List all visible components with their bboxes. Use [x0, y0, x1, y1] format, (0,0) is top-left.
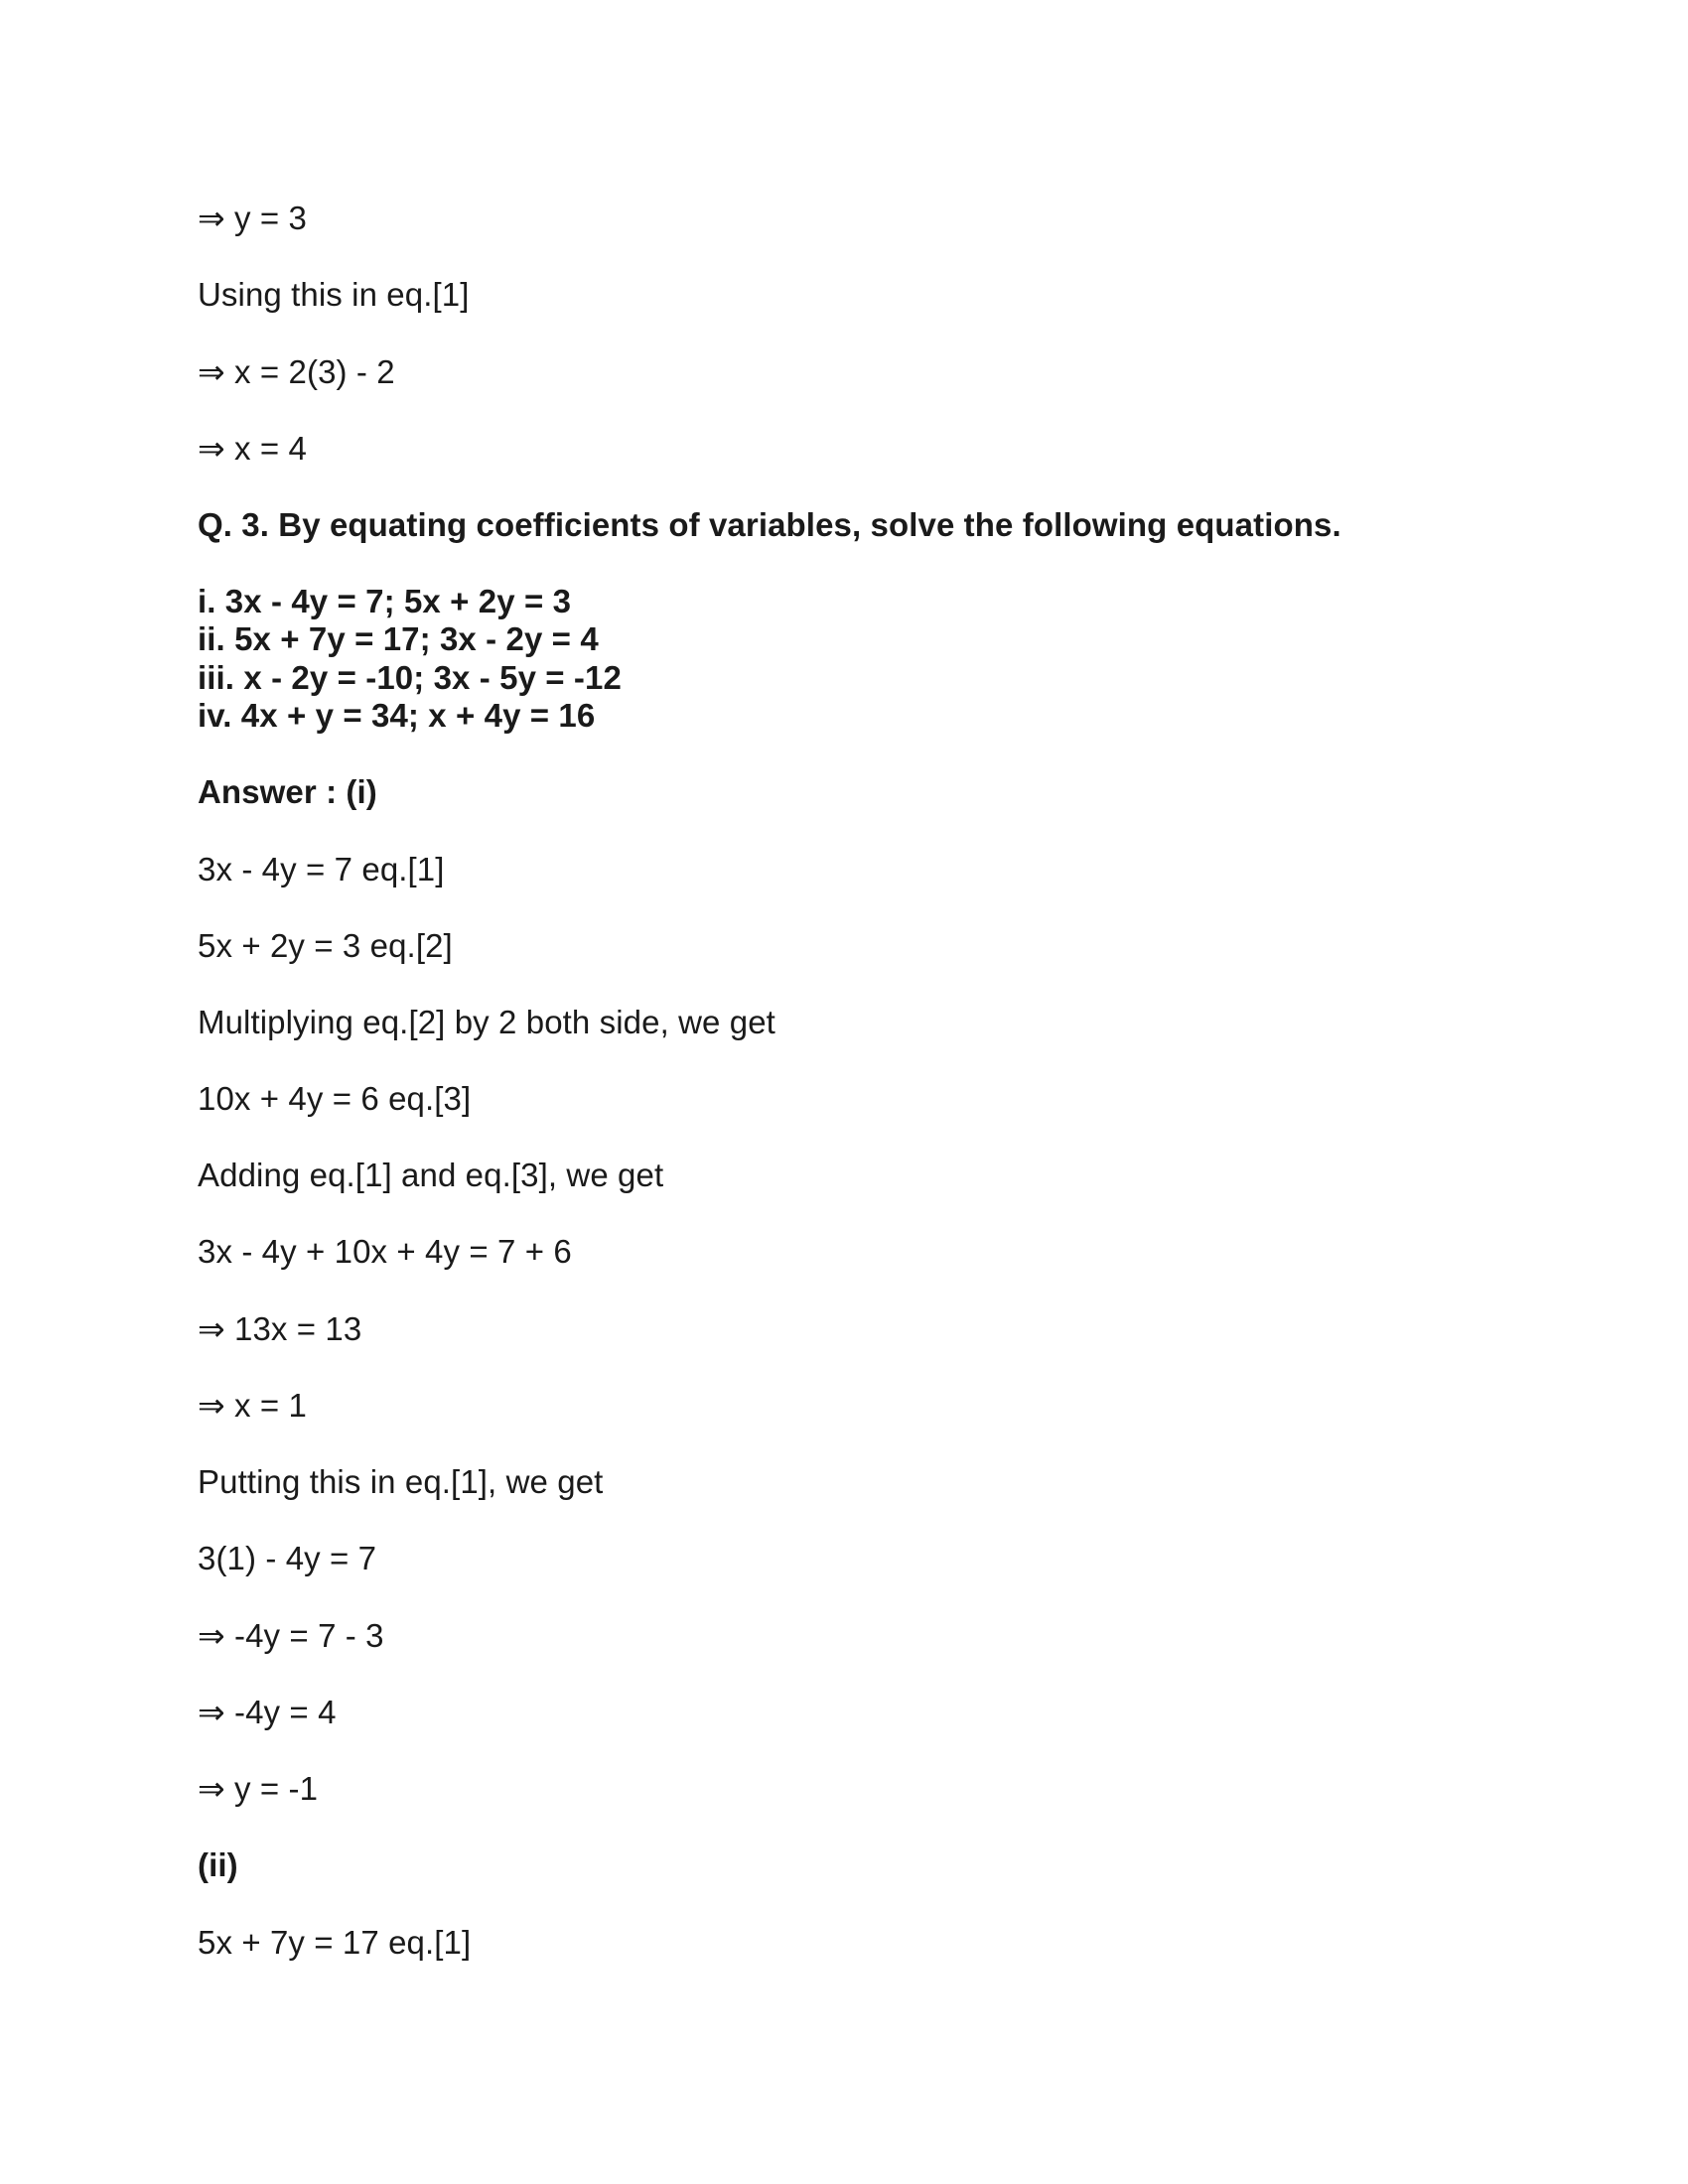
question-item-ii: ii. 5x + 7y = 17; 3x - 2y = 4: [198, 620, 599, 657]
step-y-equals-minus-1: ⇒ y = -1: [198, 1770, 319, 1807]
equation-3: 10x + 4y = 6 eq.[3]: [198, 1080, 472, 1117]
step-substituted: 3(1) - 4y = 7: [198, 1540, 377, 1576]
question-item-iv: iv. 4x + y = 34; x + 4y = 16: [198, 697, 596, 734]
step-minus-4y-equals-4: ⇒ -4y = 4: [198, 1694, 337, 1730]
question-item-iii: iii. x - 2y = -10; 3x - 5y = -12: [198, 659, 622, 696]
question-3-heading: Q. 3. By equating coefficients of variables, solve the following equations.: [198, 506, 1341, 543]
step-13x: ⇒ 13x = 13: [198, 1310, 362, 1347]
question-item-i: i. 3x - 4y = 7; 5x + 2y = 3: [198, 583, 572, 619]
part-ii-heading: (ii): [198, 1846, 238, 1883]
equation-1: 3x - 4y = 7 eq.[1]: [198, 851, 445, 887]
step-minus-4y-expr: ⇒ -4y = 7 - 3: [198, 1617, 384, 1654]
equation-2: 5x + 2y = 3 eq.[2]: [198, 927, 453, 964]
step-multiplying: Multiplying eq.[2] by 2 both side, we get: [198, 1004, 775, 1040]
step-using-eq1: Using this in eq.[1]: [198, 276, 470, 313]
step-x-substitution: ⇒ x = 2(3) - 2: [198, 353, 395, 390]
step-sum-expression: 3x - 4y + 10x + 4y = 7 + 6: [198, 1233, 572, 1270]
step-putting: Putting this in eq.[1], we get: [198, 1463, 604, 1500]
step-x-equals-4: ⇒ x = 4: [198, 430, 307, 467]
step-x-equals-1: ⇒ x = 1: [198, 1387, 307, 1424]
step-adding: Adding eq.[1] and eq.[3], we get: [198, 1157, 664, 1193]
step-y-equals-3: ⇒ y = 3: [198, 200, 307, 236]
part-ii-equation-1: 5x + 7y = 17 eq.[1]: [198, 1924, 472, 1961]
answer-heading: Answer : (i): [198, 773, 377, 810]
